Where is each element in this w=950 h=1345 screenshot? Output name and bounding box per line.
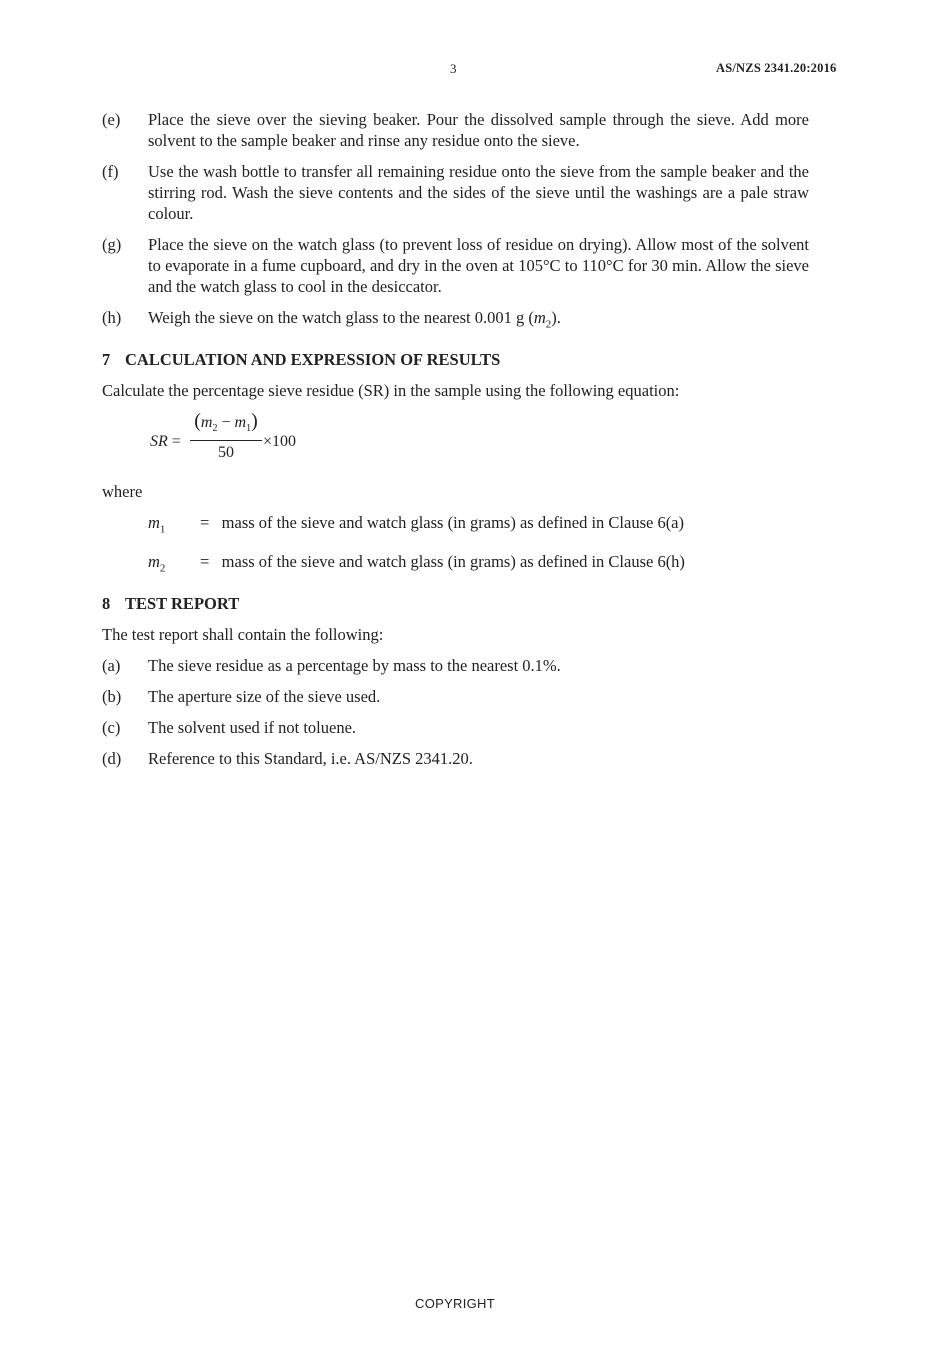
item-text: Place the sieve over the sieving beaker. Pour the dissolved sample through the sieve. Add more solvent to the sample beaker and rinse any residue onto the sieve. bbox=[148, 110, 809, 150]
where-label: where bbox=[102, 482, 143, 502]
equation bbox=[150, 411, 809, 471]
list-item bbox=[102, 234, 809, 297]
item-label: (c) bbox=[102, 717, 121, 737]
item-label: (d) bbox=[102, 748, 122, 768]
section-intro: Calculate the percentage sieve residue (SR) in the sample using the following equation: bbox=[102, 381, 680, 401]
equation-fraction bbox=[190, 411, 262, 463]
definition-symbol: $m_1$ bbox=[148, 513, 166, 536]
item-label: (g) bbox=[102, 235, 122, 254]
item-text: Use the wash bottle to transfer all remaining residue onto the sieve from the sample beaker and the stirring rod. Wash the sieve contents and the sides of the sieve until the washings are a pale straw colour. bbox=[148, 162, 809, 223]
item-label: (f) bbox=[102, 162, 119, 181]
section-heading-8: 8 TEST REPORT bbox=[102, 593, 240, 613]
copyright-footer: COPYRIGHT bbox=[415, 1296, 495, 1311]
item-label: (h) bbox=[102, 308, 122, 327]
equation-denominator: 50 bbox=[218, 444, 234, 462]
item-label: (b) bbox=[102, 686, 122, 706]
list-item bbox=[102, 717, 809, 738]
section-heading-7: 7 CALCULATION AND EXPRESSION OF RESULTS bbox=[102, 350, 501, 370]
definition-symbol: $m_2$ bbox=[148, 551, 166, 574]
definition-item bbox=[148, 512, 809, 540]
item-text: Place the sieve on the watch glass (to prevent loss of residue on drying). Allow most of the solvent to evaporate in a fume cupboard, and dry in the oven at 105°C to 110°C for 30 min. Allow the sieve and the watch glass to cool in the desiccator. bbox=[148, 235, 809, 296]
document-body bbox=[102, 109, 809, 779]
standard-designation: AS/NZS 2341.20:2016 bbox=[716, 61, 837, 75]
list-item bbox=[102, 748, 809, 769]
item-text: The aperture size of the sieve used. bbox=[148, 686, 381, 706]
item-text: The sieve residue as a percentage by mass to the nearest 0.1%. bbox=[148, 655, 561, 675]
item-label: (e) bbox=[102, 110, 121, 129]
definition-item bbox=[148, 551, 809, 579]
equation-numerator: $(m_2 - m_1)$ bbox=[190, 411, 262, 441]
list-item bbox=[102, 109, 809, 151]
definition-text: = mass of the sieve and watch glass (in grams) as defined in Clause 6(h) bbox=[200, 551, 685, 571]
list-item bbox=[102, 655, 809, 676]
list-item bbox=[102, 307, 809, 335]
list-item bbox=[102, 686, 809, 707]
item-text: The solvent used if not toluene. bbox=[148, 717, 357, 737]
item-label: (a) bbox=[102, 655, 121, 675]
item-text: Weigh the sieve on the watch glass to the nearest 0.001 g $(m_2)$. bbox=[148, 308, 561, 331]
item-text: Reference to this Standard, i.e. AS/NZS 2341.20. bbox=[148, 748, 473, 768]
definition-text: = mass of the sieve and watch glass (in grams) as defined in Clause 6(a) bbox=[200, 513, 685, 533]
equation-multiplier: ×100 bbox=[263, 433, 297, 451]
equation-lhs: SR = bbox=[150, 433, 181, 451]
page-number: 3 bbox=[450, 61, 457, 76]
section-intro: The test report shall contain the following: bbox=[102, 624, 384, 644]
list-item bbox=[102, 161, 809, 224]
